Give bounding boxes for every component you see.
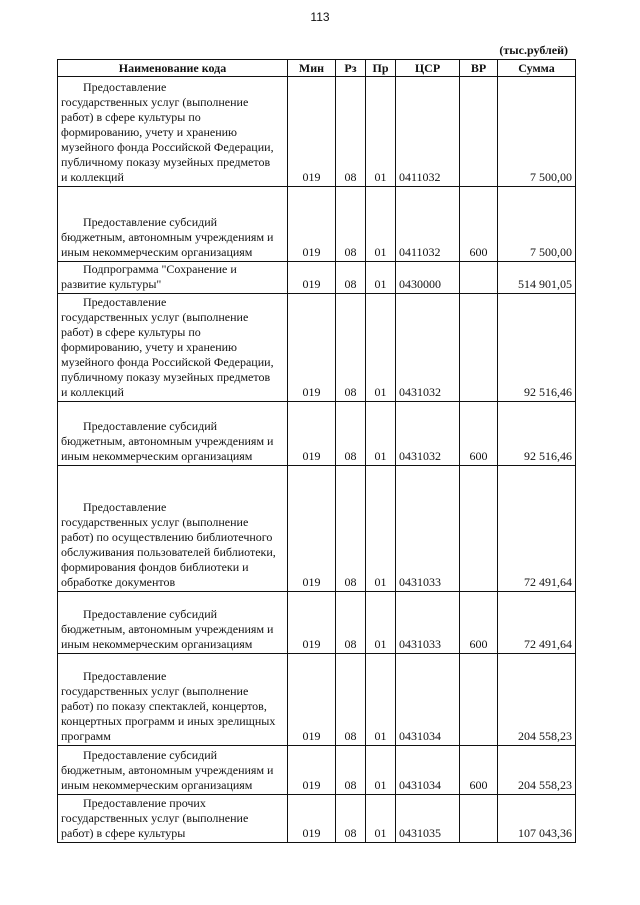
cell-sum <box>498 262 576 294</box>
cell-sum-text: 92 516,46 <box>524 385 572 399</box>
cell-name-text: Предоставление субсидий бюджетным, автономным учреждениям и иным некоммерческим организациям <box>61 607 274 651</box>
cell-csr-text: 0431032 <box>399 385 441 399</box>
cell-min-text: 019 <box>302 245 321 259</box>
cell-csr <box>396 294 460 402</box>
cell-min <box>288 187 336 262</box>
cell-name-text: Предоставление прочих государственных услуг (выполнение работ) в сфере культуры <box>61 796 249 840</box>
cell-min-text: 019 <box>302 385 321 399</box>
cell-pr-text: 01 <box>374 778 387 792</box>
cell-csr-text: 0431033 <box>399 637 441 651</box>
cell-min <box>288 592 336 654</box>
cell-name <box>58 262 288 294</box>
cell-sum <box>498 795 576 843</box>
cell-vr <box>460 746 498 795</box>
cell-rz-text: 08 <box>344 729 357 743</box>
cell-name <box>58 746 288 795</box>
cell-vr <box>460 795 498 843</box>
cell-name <box>58 402 288 466</box>
cell-pr-text: 01 <box>374 637 387 651</box>
cell-pr <box>366 402 396 466</box>
table-header-row <box>58 60 576 77</box>
cell-sum-text: 107 043,36 <box>518 826 572 840</box>
cell-rz <box>336 592 366 654</box>
cell-pr <box>366 294 396 402</box>
table-row <box>58 262 576 294</box>
cell-name <box>58 294 288 402</box>
cell-pr <box>366 187 396 262</box>
cell-rz-text: 08 <box>344 385 357 399</box>
cell-vr <box>460 592 498 654</box>
cell-name <box>58 592 288 654</box>
cell-min <box>288 654 336 746</box>
cell-rz-text: 08 <box>344 245 357 259</box>
cell-rz <box>336 402 366 466</box>
cell-min-text: 019 <box>302 277 321 291</box>
cell-name <box>58 77 288 187</box>
cell-sum-text: 204 558,23 <box>518 778 572 792</box>
cell-min <box>288 402 336 466</box>
cell-pr-text: 01 <box>374 826 387 840</box>
cell-pr-text: 01 <box>374 385 387 399</box>
cell-csr-text: 0431035 <box>399 826 441 840</box>
cell-min-text: 019 <box>302 449 321 463</box>
cell-csr-text: 0431034 <box>399 778 441 792</box>
cell-pr <box>366 77 396 187</box>
table-row <box>58 654 576 746</box>
cell-pr <box>366 795 396 843</box>
cell-pr-text: 01 <box>374 575 387 589</box>
cell-csr <box>396 654 460 746</box>
cell-vr-text: 600 <box>469 778 488 792</box>
cell-min-text: 019 <box>302 826 321 840</box>
cell-vr <box>460 187 498 262</box>
table-row <box>58 402 576 466</box>
page-number: 113 <box>310 10 330 24</box>
cell-min <box>288 77 336 187</box>
table-row <box>58 187 576 262</box>
cell-sum <box>498 294 576 402</box>
cell-vr <box>460 654 498 746</box>
cell-csr <box>396 187 460 262</box>
cell-sum <box>498 654 576 746</box>
cell-min <box>288 294 336 402</box>
cell-min <box>288 746 336 795</box>
cell-pr-text: 01 <box>374 449 387 463</box>
cell-min <box>288 262 336 294</box>
cell-csr-text: 0411032 <box>399 170 441 184</box>
cell-pr <box>366 746 396 795</box>
cell-rz-text: 08 <box>344 170 357 184</box>
header-min: Мин <box>288 60 336 77</box>
budget-table <box>57 59 576 843</box>
cell-rz <box>336 466 366 592</box>
cell-vr <box>460 466 498 592</box>
cell-vr <box>460 294 498 402</box>
header-vr: ВР <box>460 60 498 77</box>
cell-csr-text: 0431033 <box>399 575 441 589</box>
cell-pr-text: 01 <box>374 729 387 743</box>
cell-name-text: Предоставление субсидий бюджетным, автономным учреждениям и иным некоммерческим организациям <box>61 748 274 792</box>
cell-min <box>288 466 336 592</box>
cell-vr <box>460 262 498 294</box>
cell-name-text: Предоставление субсидий бюджетным, автономным учреждениям и иным некоммерческим организациям <box>61 419 274 463</box>
cell-pr-text: 01 <box>374 277 387 291</box>
cell-rz <box>336 262 366 294</box>
header-sum: Сумма <box>498 60 576 77</box>
cell-name-text: Предоставление субсидий бюджетным, автономным учреждениям и иным некоммерческим организациям <box>61 215 274 259</box>
cell-sum-text: 204 558,23 <box>518 729 572 743</box>
cell-pr-text: 01 <box>374 170 387 184</box>
cell-name-text: Предоставление государственных услуг (выполнение работ) по осуществлению библиотечного обслуживания пользователей библиотеки, формирования фондов библиотеки и обработке документов <box>61 500 276 589</box>
cell-rz <box>336 795 366 843</box>
cell-csr <box>396 592 460 654</box>
cell-pr <box>366 466 396 592</box>
cell-rz <box>336 77 366 187</box>
cell-csr <box>396 262 460 294</box>
cell-vr-text: 600 <box>469 245 488 259</box>
cell-pr <box>366 654 396 746</box>
cell-rz-text: 08 <box>344 449 357 463</box>
cell-sum-text: 7 500,00 <box>530 245 572 259</box>
cell-sum <box>498 466 576 592</box>
cell-min-text: 019 <box>302 575 321 589</box>
cell-csr-text: 0411032 <box>399 245 441 259</box>
cell-csr-text: 0431032 <box>399 449 441 463</box>
cell-vr <box>460 77 498 187</box>
cell-rz <box>336 187 366 262</box>
cell-min <box>288 795 336 843</box>
cell-rz-text: 08 <box>344 826 357 840</box>
cell-vr-text: 600 <box>469 637 488 651</box>
header-csr: ЦСР <box>396 60 460 77</box>
cell-rz-text: 08 <box>344 277 357 291</box>
cell-sum <box>498 592 576 654</box>
cell-csr <box>396 402 460 466</box>
cell-pr-text: 01 <box>374 245 387 259</box>
cell-rz-text: 08 <box>344 637 357 651</box>
cell-name-text: Предоставление государственных услуг (выполнение работ) по показу спектаклей, концертов, концертных программ и иных зрелищных программ <box>61 669 276 743</box>
cell-pr <box>366 262 396 294</box>
cell-rz-text: 08 <box>344 778 357 792</box>
cell-sum-text: 72 491,64 <box>524 637 572 651</box>
cell-rz <box>336 294 366 402</box>
cell-csr <box>396 746 460 795</box>
header-rz: Рз <box>336 60 366 77</box>
table-row <box>58 466 576 592</box>
cell-pr <box>366 592 396 654</box>
cell-name <box>58 466 288 592</box>
cell-vr <box>460 402 498 466</box>
cell-csr <box>396 795 460 843</box>
cell-min-text: 019 <box>302 170 321 184</box>
header-name: Наименование кода <box>58 60 288 77</box>
table-row <box>58 294 576 402</box>
cell-name-text: Предоставление государственных услуг (выполнение работ) в сфере культуры по формированию, учету и хранению музейного фонда Российской Федерации, публичному показу музейных предметов и коллекций <box>61 295 274 399</box>
cell-name-text: Подпрограмма "Сохранение и развитие культуры" <box>61 262 237 291</box>
cell-sum-text: 7 500,00 <box>530 170 572 184</box>
cell-min-text: 019 <box>302 778 321 792</box>
cell-sum-text: 72 491,64 <box>524 575 572 589</box>
cell-sum-text: 92 516,46 <box>524 449 572 463</box>
cell-csr <box>396 466 460 592</box>
table-row <box>58 77 576 187</box>
cell-vr-text: 600 <box>469 449 488 463</box>
cell-rz <box>336 654 366 746</box>
cell-name <box>58 654 288 746</box>
cell-sum-text: 514 901,05 <box>518 277 572 291</box>
cell-csr-text: 0431034 <box>399 729 441 743</box>
cell-sum <box>498 402 576 466</box>
table-row <box>58 795 576 843</box>
cell-name-text: Предоставление государственных услуг (выполнение работ) в сфере культуры по формированию, учету и хранению музейного фонда Российской Федерации, публичному показу музейных предметов и коллекций <box>61 80 274 184</box>
cell-min-text: 019 <box>302 729 321 743</box>
unit-note: (тыс.рублей) <box>499 43 568 57</box>
cell-csr <box>396 77 460 187</box>
cell-csr-text: 0430000 <box>399 277 441 291</box>
cell-name <box>58 187 288 262</box>
cell-rz-text: 08 <box>344 575 357 589</box>
header-pr: Пр <box>366 60 396 77</box>
cell-min-text: 019 <box>302 637 321 651</box>
table-row <box>58 746 576 795</box>
cell-rz <box>336 746 366 795</box>
cell-sum <box>498 746 576 795</box>
cell-sum <box>498 187 576 262</box>
cell-sum <box>498 77 576 187</box>
table-row <box>58 592 576 654</box>
cell-name <box>58 795 288 843</box>
